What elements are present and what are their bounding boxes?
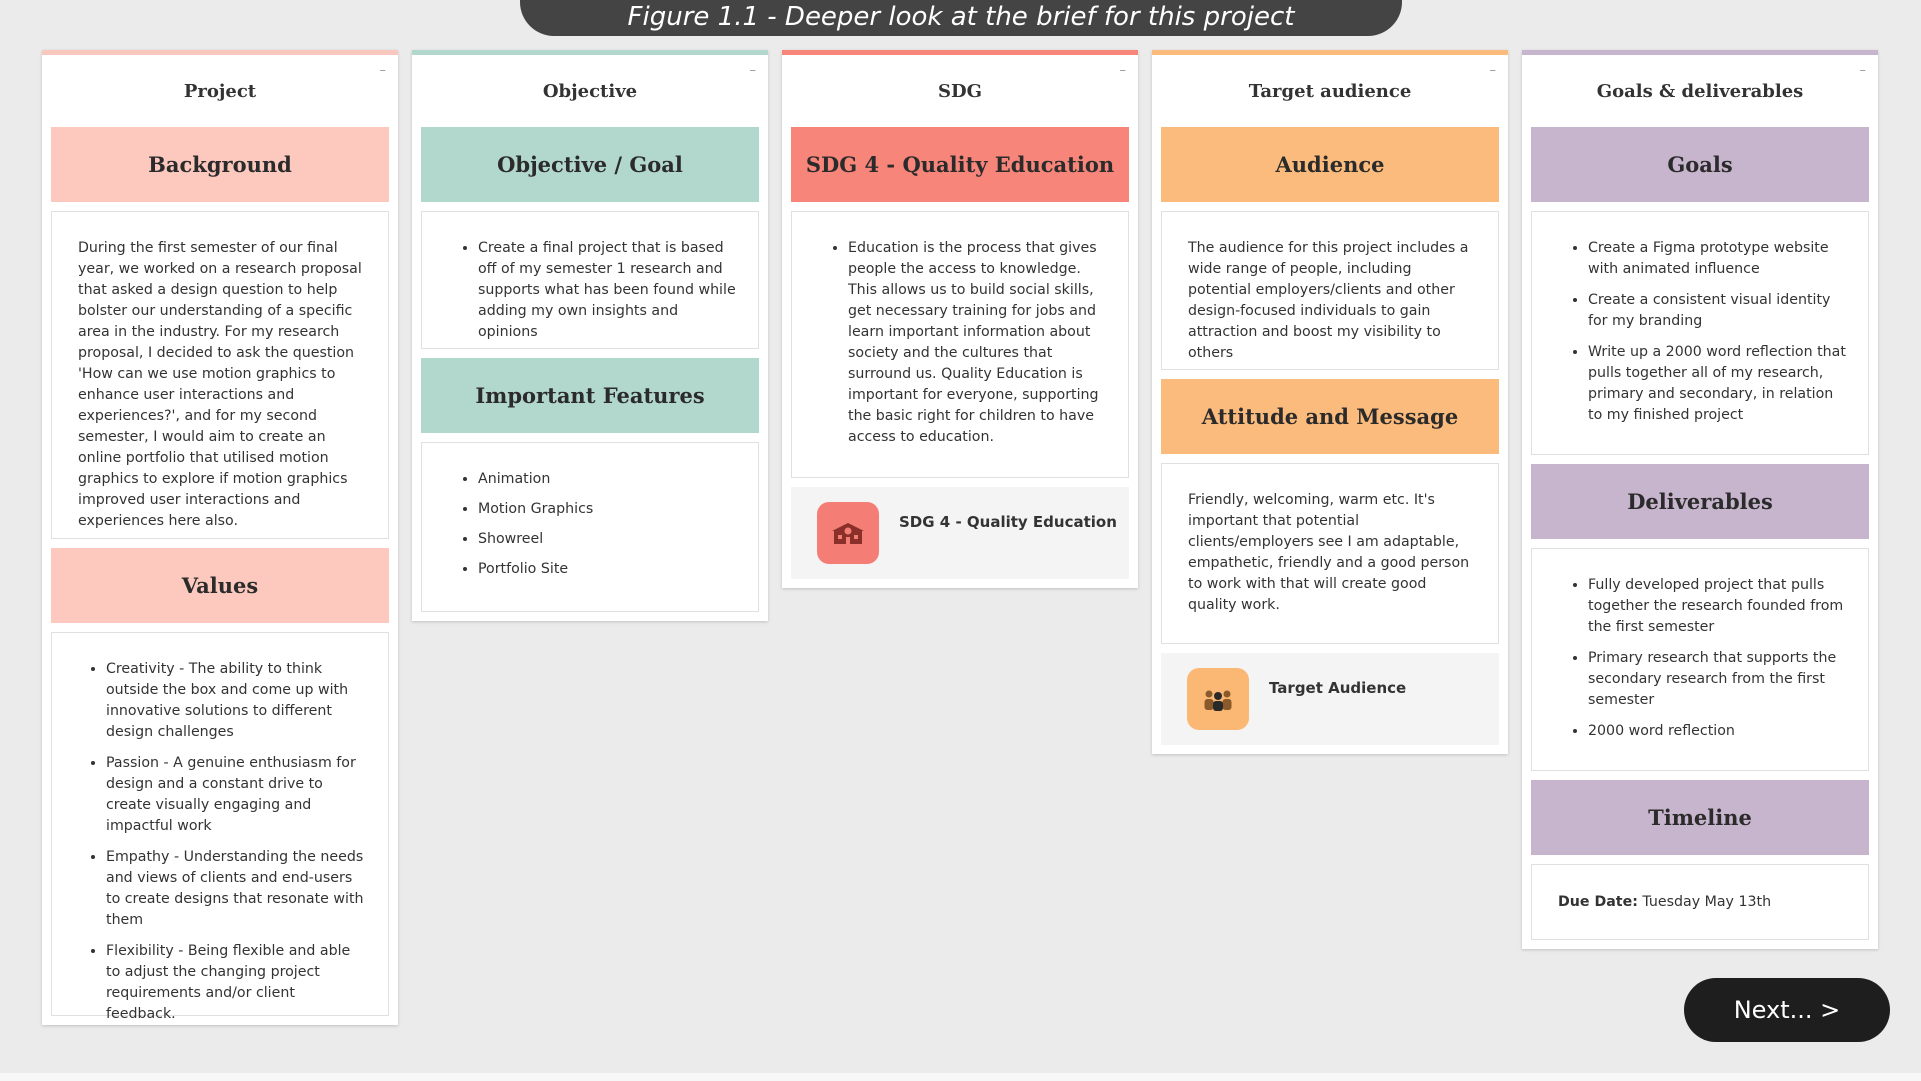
school-icon [817,502,879,564]
section-header: Deliverables [1531,464,1869,539]
column-header [1152,55,1508,127]
section-header: Timeline [1531,780,1869,855]
link-card-sdg[interactable] [791,487,1129,579]
audience-text: The audience for this project includes a wide range of people, including potential employers/clients and other design-focused individuals to gain attraction and boost my visibility to others [1188,240,1469,361]
list-item: • Primary research that supports the secondary research from the first semester [1588,648,1846,711]
section-header: Important Features [421,358,759,433]
section-header: SDG 4 - Quality Education [791,127,1129,202]
section-body [1161,463,1499,644]
section-body [1531,548,1869,771]
section-background [51,127,389,539]
column-title: SDG [938,80,982,102]
column-header [782,55,1138,127]
list-item: • Flexibility - Being flexible and able to adjust the changing project requirements and/or client feedback. [106,941,366,1025]
list-item: • Fully developed project that pulls together the research founded from the first semester [1588,575,1846,638]
list-item: • Passion - A genuine enthusiasm for design and a constant drive to create visually engaging and impactful work [106,753,366,837]
column-project[interactable] [42,50,398,1025]
minimize-icon[interactable]: – [1119,63,1126,78]
section-header: Background [51,127,389,202]
section-body [51,211,389,539]
list-item: • Education is the process that gives people the access to knowledge. This allows us to build social skills, get necessary training for jobs and learn important information about society and the cultures that surround us. Quality Education is important for everyone, supporting the basic right for children to have access to education. [848,238,1106,448]
list-item: • Animation [478,469,736,489]
section-goals [1531,127,1869,455]
section-body [1531,864,1869,940]
section-body [51,632,389,1022]
link-card-target[interactable] [1161,653,1499,745]
section-sdg4 [791,127,1129,478]
link-card[interactable] [1161,653,1499,745]
column-header [1522,55,1878,127]
section-objective-goal [421,127,759,349]
list-item: • Create a Figma prototype website with animated influence [1588,238,1846,280]
section-header: Attitude and Message [1161,379,1499,454]
section-body [791,211,1129,478]
column-title: Target audience [1248,80,1412,102]
section-important-features [421,358,759,612]
list-item: • Portfolio Site [478,559,736,579]
section-header: Audience [1161,127,1499,202]
people-icon [1187,668,1249,730]
list-item: • Creativity - The ability to think outside the box and come up with innovative solutions to different design challenges [106,659,366,743]
column-title: Objective [542,80,638,102]
link-card-label: SDG 4 - Quality Education [899,513,1117,531]
minimize-icon[interactable]: – [379,63,386,78]
list-item: • Create a final project that is based off of my semester 1 research and supports what has been found while adding my own insights and opinions [478,238,736,343]
link-card-label: Target Audience [1269,679,1407,697]
section-values [51,548,389,1022]
column-objective[interactable] [412,50,768,621]
column-title: Project [183,80,257,102]
column-target-audience[interactable] [1152,50,1508,754]
link-card[interactable] [791,487,1129,579]
section-timeline [1531,780,1869,940]
minimize-icon[interactable]: – [749,63,756,78]
figure-title: Figure 1.1 - Deeper look at the brief for this project [520,0,1402,36]
column-header [412,55,768,127]
column-header [42,55,398,127]
due-date-value: Tuesday May 13th [1642,894,1772,910]
column-goals-deliverables[interactable] [1522,50,1878,949]
section-header: Values [51,548,389,623]
minimize-icon[interactable]: – [1489,63,1496,78]
list-item: • Create a consistent visual identity for my branding [1588,290,1846,332]
attitude-text: Friendly, welcoming, warm etc. It's important that potential clients/employers see I am adaptable, empathetic, friendly and a good person to work with that will create good quality work. [1188,492,1470,613]
next-button[interactable]: Next... > [1684,978,1890,1042]
section-audience [1161,127,1499,370]
column-sdg[interactable] [782,50,1138,588]
list-item: • 2000 word reflection [1588,721,1846,742]
list-item: • Motion Graphics [478,499,736,519]
section-header: Goals [1531,127,1869,202]
due-date-label: Due Date: [1558,894,1638,910]
bottom-bar [0,1073,1921,1081]
list-item: • Empathy - Understanding the needs and views of clients and end-users to create designs that resonate with them [106,847,366,931]
section-body [421,442,759,612]
column-title: Goals & deliverables [1596,80,1804,102]
list-item: • Showreel [478,529,736,549]
list-item: • Write up a 2000 word reflection that pulls together all of my research, primary and secondary, in relation to my finished project [1588,342,1846,426]
minimize-icon[interactable]: – [1859,63,1866,78]
section-body [1161,211,1499,370]
section-body [421,211,759,349]
section-attitude-message [1161,379,1499,644]
section-deliverables [1531,464,1869,771]
background-text: During the first semester of our final year, we worked on a research proposal that asked a design question to help bolster our understanding of a specific area in the industry. For my research proposal, I decided to ask the question 'How can we use motion graphics to enhance user interactions and experiences?', and for my second semester, I would aim to create an online portfolio that utilised motion graphics to explore if motion graphics improved user interactions and experiences here also. [78,240,362,529]
section-body [1531,211,1869,455]
section-header: Objective / Goal [421,127,759,202]
